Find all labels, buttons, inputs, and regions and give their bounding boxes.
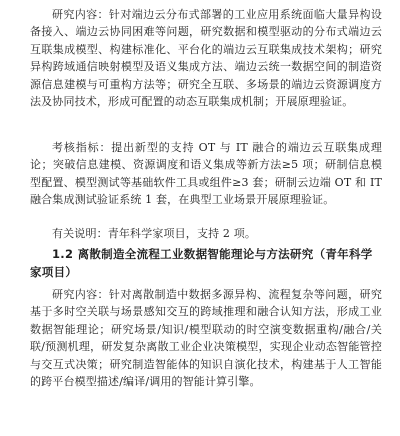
research-content-paragraph-2: 研究内容：针对离散制造中数据多源异构、流程复杂等问题，研究基于多时空关联与场景感知交互的跨域推理和融合认知方法，形成工业数据智能理论；研究场景/知识/模型联动的时空演变数据重构/融合/关联/预测机理，研发复杂离散工业企业决策模型，实现企业动态智能管控与交互式决策；研究制造智能体的知识自演化技术，构建基于人工智能的跨平台模型描述/编译/调用的智能计算引擎。 [30,288,382,389]
assessment-indicators-paragraph: 考核指标：提出新型的支持 OT 与 IT 融合的端边云互联集成理论；突破信息建模、资源调度和语义集成等新方法≥5 项；研制信息模型配置、模型测试等基础软件工具或组件≥3 套；研制云边端 OT 和 IT 融合集成测试验证系统 1 套，在典型工业场景开展原理验证。 [30,141,382,207]
note-paragraph: 有关说明：青年科学家项目，支持 2 项。 [52,227,256,240]
section-heading: 1.2 离散制造全流程工业数据智能理论与方法研究（青年科学家项目） [30,247,373,279]
research-content-paragraph: 研究内容：针对端边云分布式部署的工业应用系统面临大量异构设备接入、端边云协同困难等问题，研究数据和模型驱动的分布式端边云互联集成模型、构建标准化、平台化的端边云互联集成技术架构；研究异构跨域通信映射模型及语义集成方法、端边云统一数据空间的制造资源信息建模与可重构方法等；研究全互联、多场景的端边云资源调度方法及协同技术，形成可配置的动态互联集成机制；开展原理验证。 [30,8,382,109]
